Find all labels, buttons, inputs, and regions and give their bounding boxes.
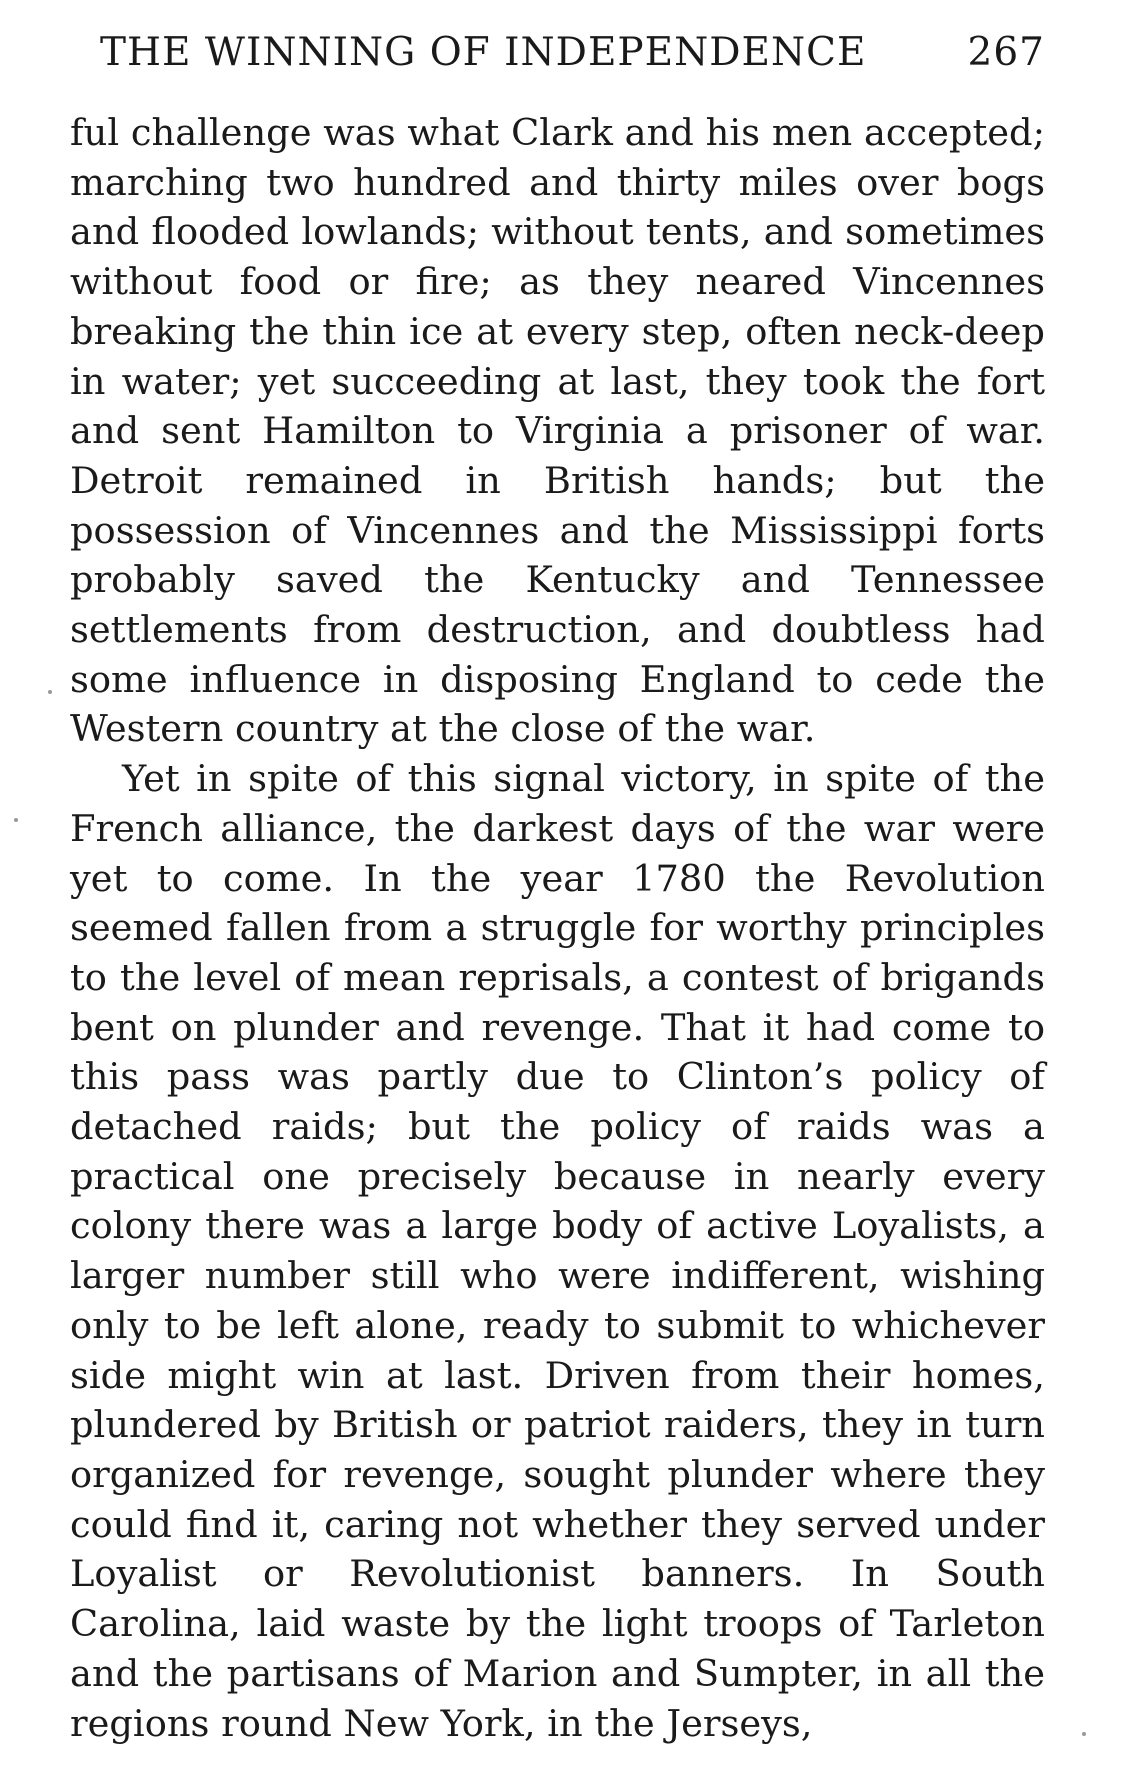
body-text [70,108,1045,1748]
ink-speck [1082,1732,1086,1736]
running-head-title: THE WINNING OF INDEPENDENCE [100,30,867,75]
paragraph-yet-in-spite: Yet in spite of this signal victory, in spite of the French alliance, the darkest days of the war were yet to come. In the year 1780 the Revolution seemed fallen from a struggle for worthy principles to the level of mean reprisals, a contest of brigands bent on plunder and revenge. That it had come to this pass was partly due to Clinton’s policy of detached raids; but the policy of raids was a practical one precisely because in nearly every colony there was a large body of active Loyalists, a larger number still who were indifferent, wishing only to be left alone, ready to submit to whichever side might win at last. Driven from their homes, plundered by British or patriot raiders, they in turn organized for revenge, sought plunder where they could find it, caring not whether they served under Loyalist or Revolutionist banners. In South Carolina, laid waste by the light troops of Tarleton and the partisans of Marion and Sumpter, in all the regions round New York, in the Jerseys, [70,757,1045,1745]
page-number: 267 [967,30,1045,75]
ink-speck [48,690,52,694]
ink-speck [14,818,18,822]
running-head [70,30,1045,90]
paragraph-continuation: ful challenge was what Clark and his men accepted; marching two hundred and thirty miles over bogs and flooded lowlands; without tents, and sometimes without food or fire; as they neared Vincennes breaking the thin ice at every step, often neck-deep in water; yet succeeding at last, they took the fort and sent Hamilton to Virginia a prisoner of war. Detroit remained in British hands; but the possession of Vincennes and the Mississippi forts probably saved the Kentucky and Tennessee settlements from destruction, and doubtless had some influence in disposing England to cede the Western country at the close of the war. [70,111,1045,751]
